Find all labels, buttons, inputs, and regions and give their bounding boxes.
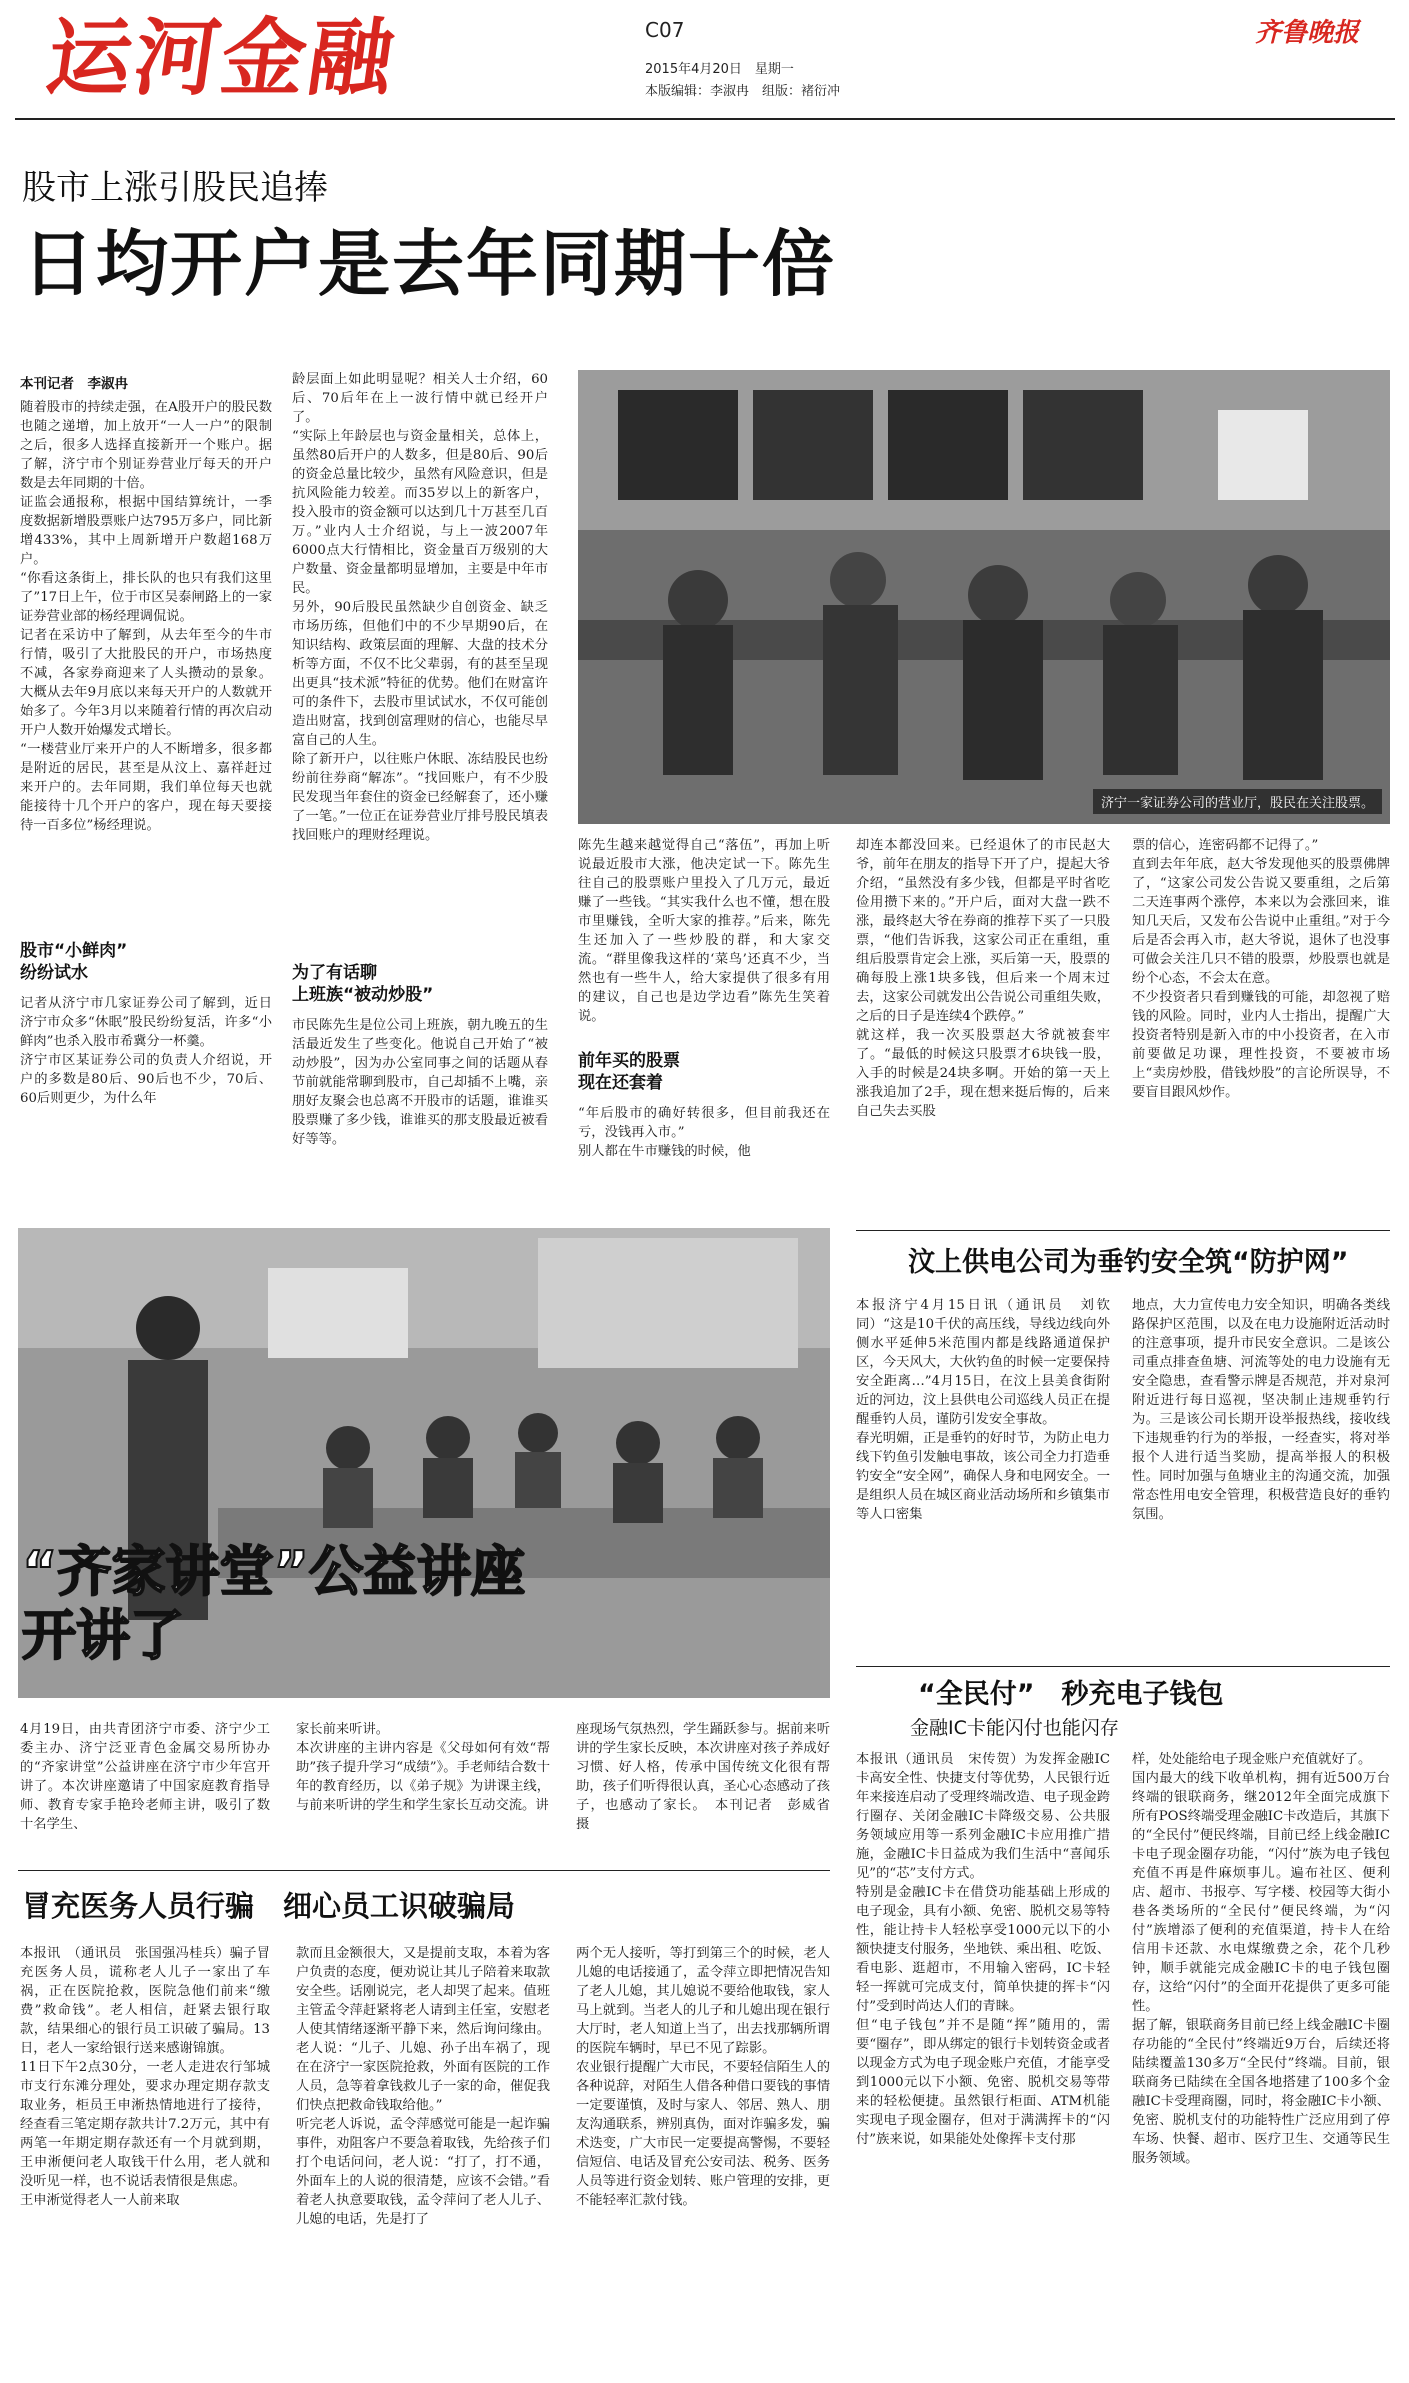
- page-number: C07: [645, 18, 685, 42]
- fraud-col1-text: 本报讯 （通讯员 张国强冯桂兵）骗子冒充医务人员，谎称老人儿子一家出了车祸，正在医院抢救，医院急他们前来“缴费”救命钱”。老人相信，赶紧去银行取款，结果细心的银行员工识破了骗局。13日，老人一家给银行送来感谢锦旗。 11日下午2点30分，一老人走进农行邹城市支行东滩分理处，要求办理定期存款支取业务，柜员王申淅热情地进行了接待，经查看三笔定期存款共计7.2万元，其中有两笔一年期定期存款还有一个月就到期，王申淅便问老人取钱干什么用，老人就和没听见一样，也不说话表情很是焦虑。 王申淅觉得老人一人前来取: [20, 1946, 270, 2208]
- lead-col4-text: 却连本都没回来。已经退休了的市民赵大爷，前年在朋友的指导下开了户，提起大爷介绍，“虽然没有多少钱，但都是平时省吃俭用攒下来的。”开户后，面对大盘一跌不涨，最终赵大爷在券商的推荐下买了一只股票，“他们告诉我，这家公司正在重组，重组后股票肯定会上涨，买后第一天，股票的确每股上涨1块多钱，但后来一个周末过去，这家公司就发出公告说公司重组失败，之后的日子是连续4个跌停。” 就这样，我一次买股票赵大爷就被套牢了。“最低的时候这只股票才6块钱一股，入手的时候是24块多啊。开始的第一天上涨我追加了2手，现在想来挺后悔的，后来自己失去买股: [856, 838, 1110, 1119]
- lecture-headline-line2: 开讲了: [22, 1604, 184, 1667]
- masthead-rule: [15, 118, 1395, 120]
- lecture-col3-text: 座现场气氛热烈，学生踊跃参与。据前来听讲的学生家长反映，本次讲座对孩子养成好习惯、好人格，传承中国传统文化很有帮助，孩子们听得很认真，圣心心态感动了孩子，也感动了家长。 本刊记者 彭威省 摄: [576, 1722, 844, 1832]
- date-line: 2015年4月20日 星期一: [645, 62, 794, 77]
- section-title: 运河金融: [41, 9, 403, 107]
- fraud-headline: 冒充医务人员行骗 细心员工识破骗局: [22, 1889, 516, 1923]
- power-col1-text: 本报济宁4月15日讯（通讯员 刘钦同）“这是10千伏的高压线，导线边线向外侧水平延伸5米范围内都是线路通道保护区，今天风大，大伙钓鱼的时候一定要保持安全距离…”4月15日，在汶上县美食街附近的河边，汶上县供电公司巡线人员正在提醒垂钓人员，谨防引发安全事故。 春光明媚，正是垂钓的好时节，为防止电力线下钓鱼引发触电事故，该公司全力打造垂钓安全“安全网”，确保人身和电网安全。一是组织人员在城区商业活动场所和乡镇集市等人口密集: [856, 1298, 1110, 1522]
- card-headline: “全民付” 秒充电子钱包: [918, 1679, 1224, 1710]
- trading-hall-photo: [578, 370, 1390, 824]
- lead-col1-text-a: 随着股市的持续走强，在A股开户的股民数也随之递增，加上放开“一人一户”的限制之后，很多人选择直接新开一个账户。据了解，济宁市个别证券营业厅每天的开户数是去年同期的十倍。 证监会通报称，根据中国结算统计，一季度数据新增股票账户达795万多户，同比新增433%，其中上周新增开户数超168万户。 “你看这条街上，排长队的也只有我们这里了”17日上午，位于市区吴泰闸路上的一家证券营业部的杨经理调侃说。 记者在采访中了解到，从去年至今的牛市行情，吸引了大批股民的开户，市场热度不减，各家券商迎来了人头攒动的景象。大概从去年9月底以来每天开户的人数就开始多了。今年3月以来随着行情的再次启动开户人数开始爆发式增长。 “一楼营业厅来开户的人不断增多，很多都是附近的居民，甚至是从汶上、嘉祥赶过来开户的。去年同期，我们单位每天也就能接待十几个开户的客户，现在每天要接待一百多位”杨经理说。: [20, 400, 272, 833]
- lecture-photo: [18, 1228, 830, 1698]
- lead-col1-subhead: 股市“小鲜肉” 纷纷试水: [20, 941, 128, 983]
- fraud-col3-text: 两个无人接听，等打到第三个的时候，老人儿媳的电话接通了，孟令萍立即把情况告知了老人儿媳，其儿媳说不要给他取钱，家人马上就到。当老人的儿子和儿媳出现在银行大厅时，老人知道上当了，出去找那辆所谓的医院车辆时，早已不见了踪影。 农业银行提醒广大市民，不要轻信陌生人的各种说辞，对陌生人借各种借口要钱的事情一定要谨慎，及时与家人、邻居、熟人、朋友沟通联系，辨别真伪，面对诈骗多发，骗术迭变，广大市民一定要提高警惕，不要轻信短信、电话及冒充公安司法、税务、医务人员等进行资金划转、账户管理的安排，更不能轻率汇款付钱。: [576, 1946, 830, 2208]
- lead-col2-subhead: 为了有话聊 上班族“被动炒股”: [292, 963, 434, 1005]
- lecture-headline-line1: “齐家讲堂”公益讲座: [22, 1540, 525, 1603]
- card-col2-text: 样，处处能给电子现金账户充值就好了。 国内最大的线下收单机构，拥有近500万台终端的银联商务，继2012年全面完成旗下所有POS终端受理金融IC卡改造后，其旗下的“全民付”便民终端，目前已经上线金融IC卡电子现金圈存功能，“闪付”族为电子钱包充值不再是件麻烦事儿。遍布社区、便利店、超市、书报亭、写字楼、校园等大街小巷各类场所的“全民付”便民终端，为“闪付”族增添了便利的充值渠道，持卡人在给信用卡还款、水电煤缴费之余，花个几秒钟，顺手就能完成金融IC卡的电子钱包圈存，这给“闪付”的全面开花提供了更多可能性。 据了解，银联商务目前已经上线金融IC卡圈存功能的“全民付”终端近9万台，后续还将陆续覆盖130多万“全民付”终端。目前，银联商务已陆续在全国各地搭建了100多个金融IC卡受理商圈，同时，将金融IC卡小额、免密、脱机支付的功能特性广泛应用到了停车场、快餐、超市、医疗卫生、交通等民生服务领域。: [1132, 1752, 1390, 2166]
- lecture-col1-text: 4月19日，由共青团济宁市委、济宁少工委主办、济宁泛亚青色金属交易所协办的“齐家讲堂”公益讲座在济宁市少年宫开讲了。本次讲座邀请了中国家庭教育指导师、教育专家手艳玲老师主讲，吸引了数十名学生、: [20, 1722, 270, 1832]
- lecture-headline: [22, 1540, 822, 1668]
- fraud-top-rule: [18, 1870, 830, 1871]
- lead-col3-subhead: 前年买的股票 现在还套着: [578, 1051, 680, 1093]
- power-top-rule: [856, 1230, 1390, 1231]
- power-col2-text: 地点，大力宣传电力安全知识，明确各类线路保护区范围，以及在电力设施附近活动时的注意事项，提升市民安全意识。二是该公司重点排查鱼塘、河流等处的电力设施有无安全隐患，查看警示牌是否规范，并对泉河附近进行每日巡视，坚决制止违规垂钓行为。三是该公司长期开设举报热线，接收线下违规垂钓行为的举报，一经查实，将对举报个人进行适当奖励，提高举报人的积极性。同时加强与鱼塘业主的沟通交流，加强常态性用电安全管理，积极营造良好的垂钓氛围。: [1132, 1298, 1390, 1522]
- lead-col2-text-a: 龄层面上如此明显呢？相关人士介绍，60后、70后年在上一波行情中就已经开户了。 “实际上年龄层也与资金量相关，总体上，虽然80后开户的人数多，但是80后、90后的资金总量比较少，虽然有风险意识，但是抗风险能力较差。而35岁以上的新客户，投入股市的资金额可以达到几十万甚至几百万。”业内人士介绍说，与上一波2007年6000点大行情相比，资金量百万级别的大户数量、资金量都明显增加，主要是中年市民。 另外，90后股民虽然缺少自创资金、缺乏市场历练，但他们中的不少早期90后，在知识结构、政策层面的理解、大盘的技术分析等方面，不仅不比父辈弱，有的甚至呈现出更具“技术派”特征的优势。他们在财富许可的条件下，去股市里试试水，不仅可能创造出财富，找到创富理财的信心，也能尽早富自己的人生。 除了新开户，以往账户休眠、冻结股民也纷纷前往券商“解冻”。“找回账户，有不少股民发现当年套住的资金已经解套了，还小赚了一笔。”一位正在证券营业厅排号股民填表找回账户的理财经理说。: [292, 372, 548, 843]
- card-subhead: 金融IC卡能闪付也能闪存: [910, 1717, 1119, 1739]
- card-col1-text: 本报讯（通讯员 宋传贺）为发挥金融IC卡高安全性、快捷支付等优势，人民银行近年来接连启动了受理终端改造、电子现金跨行圈存、关闭金融IC卡降级交易、公共服务领域应用等一系列金融IC卡应用推广措施，金融IC卡日益成为我们生活中“喜闻乐见”的“芯”支付方式。 特别是金融IC卡在借贷功能基础上形成的电子现金，具有小额、免密、脱机交易等特性，能让持卡人轻松享受1000元以下的小额快捷支付服务，坐地铁、乘出租、吃饭、看电影、逛超市，不用输入密码，IC卡轻轻一挥就可完成支付，简单快捷的挥卡“闪付”受到时尚达人们的青睐。 但“电子钱包”并不是随“挥”随用的，需要“圈存”，即从绑定的银行卡划转资金或者以现金方式为电子现金账户充值，才能享受到1000元以下小额、免密、脱机交易等带来的轻松便捷。虽然银行柜面、ATM机能实现电子现金圈存，但对于满满挥卡的“闪付”族来说，如果能处处像挥卡支付那: [856, 1752, 1110, 2147]
- lead-col5-text: 票的信心，连密码都不记得了。” 直到去年年底，赵大爷发现他买的股票佛牌了，“这家公司发公告说又要重组，之后第二天连事两个涨停，本来以为会涨回来，谁知几天后，又发布公告说中止重组。”对于今后是否会再入市，赵大爷说，退休了也没事可做会关注几只不错的股票，炒股票也就是纷个心态，不会太在意。 不少投资者只看到赚钱的可能，却忽视了赔钱的风险。同时，业内人士指出，提醒广大投资者特别是新入市的中小投资者，在入市前要做足功课，理性投资，不要被市场上“卖房炒股，借钱炒股”的言论所误导，不要盲目跟风炒作。: [1132, 838, 1390, 1100]
- lecture-col2-text: 家长前来听讲。 本次讲座的主讲内容是《父母如何有效“帮助”孩子提升学习“成绩”》。手老师结合数十年的教育经历，以《弟子规》为讲课主线，与前来听讲的学生和学生家长互动交流。讲: [296, 1722, 550, 1813]
- lead-col3-text-a: 陈先生越来越觉得自己“落伍”，再加上听说最近股市大涨，他决定试一下。陈先生往自己的股票账户里投入了几万元，最近赚了一些钱。“其实我什么也不懂，想在股市里赚钱，全听大家的推荐。”后来，陈先生还加入了一些炒股的群，和大家交流。“群里像我这样的‘菜鸟’还真不少，当然也有一些牛人，给大家提供了很多有用的建议，自己也是边学边看”陈先生笑着说。: [578, 838, 830, 1024]
- fraud-col2-text: 款而且金额很大，又是提前支取，本着为客户负责的态度，便劝说让其儿子陪着来取款安全些。话刚说完，老人却哭了起来。值班主管孟令萍赶紧将老人请到主任室，安慰老人使其情绪逐渐平静下来，然后询问缘由。老人说：“儿子、儿媳、孙子出车祸了，现在在济宁一家医院抢救，外面有医院的工作人员，急等着拿钱救儿子一家的命，催促我们快点把救命钱取给他。” 听完老人诉说，孟令萍感觉可能是一起诈骗事件，劝阻客户不要急着取钱，先给孩子们打个电话问问，老人说：“打了，打不通，外面车上的人说的很清楚，应该不会错。”看着老人执意要取钱，孟令萍问了老人儿子、儿媳的电话，先是打了: [296, 1946, 550, 2227]
- editors-line: 本版编辑：李淑冉 组版：褚衍冲: [645, 84, 841, 99]
- power-headline: 汶上供电公司为垂钓安全筑“防护网”: [908, 1247, 1349, 1278]
- lead-col1-text-b: 记者从济宁市几家证券公司了解到，近日济宁市众多“休眠”股民纷纷复活，许多“小鲜肉”也杀入股市希冀分一杯羹。 济宁市区某证券公司的负责人介绍说，开户的多数是80后、90后也不少，70后、60后则更少，为什么年: [20, 996, 272, 1106]
- lead-photo-caption: 济宁一家证券公司的营业厅，股民在关注股票。: [1093, 789, 1382, 814]
- lead-photo: [578, 370, 1390, 824]
- lead-col2-text-b: 市民陈先生是位公司上班族，朝九晚五的生活最近发生了些变化。他说自己开始了“被动炒股”，因为办公室同事之间的话题从春节前就能常聊到股市，自己却插不上嘴，亲朋好友聚会也总离不开股市的话题，谁谁买股票赚了多少钱，谁谁买的那支股最近被看好等等。: [292, 1018, 548, 1147]
- masthead: [0, 0, 1409, 130]
- lead-byline: 本刊记者 李淑冉: [20, 376, 128, 392]
- paper-logo: 齐鲁晚报: [1255, 18, 1360, 48]
- lead-headline: 日均开户是去年同期十倍: [22, 222, 837, 306]
- lead-col3-text-b: “年后股市的确好转很多，但目前我还在亏，没钱再入市。” 别人都在牛市赚钱的时候，他: [578, 1106, 830, 1159]
- lead-kicker: 股市上涨引股民追捧: [22, 168, 328, 208]
- card-top-rule: [856, 1666, 1390, 1667]
